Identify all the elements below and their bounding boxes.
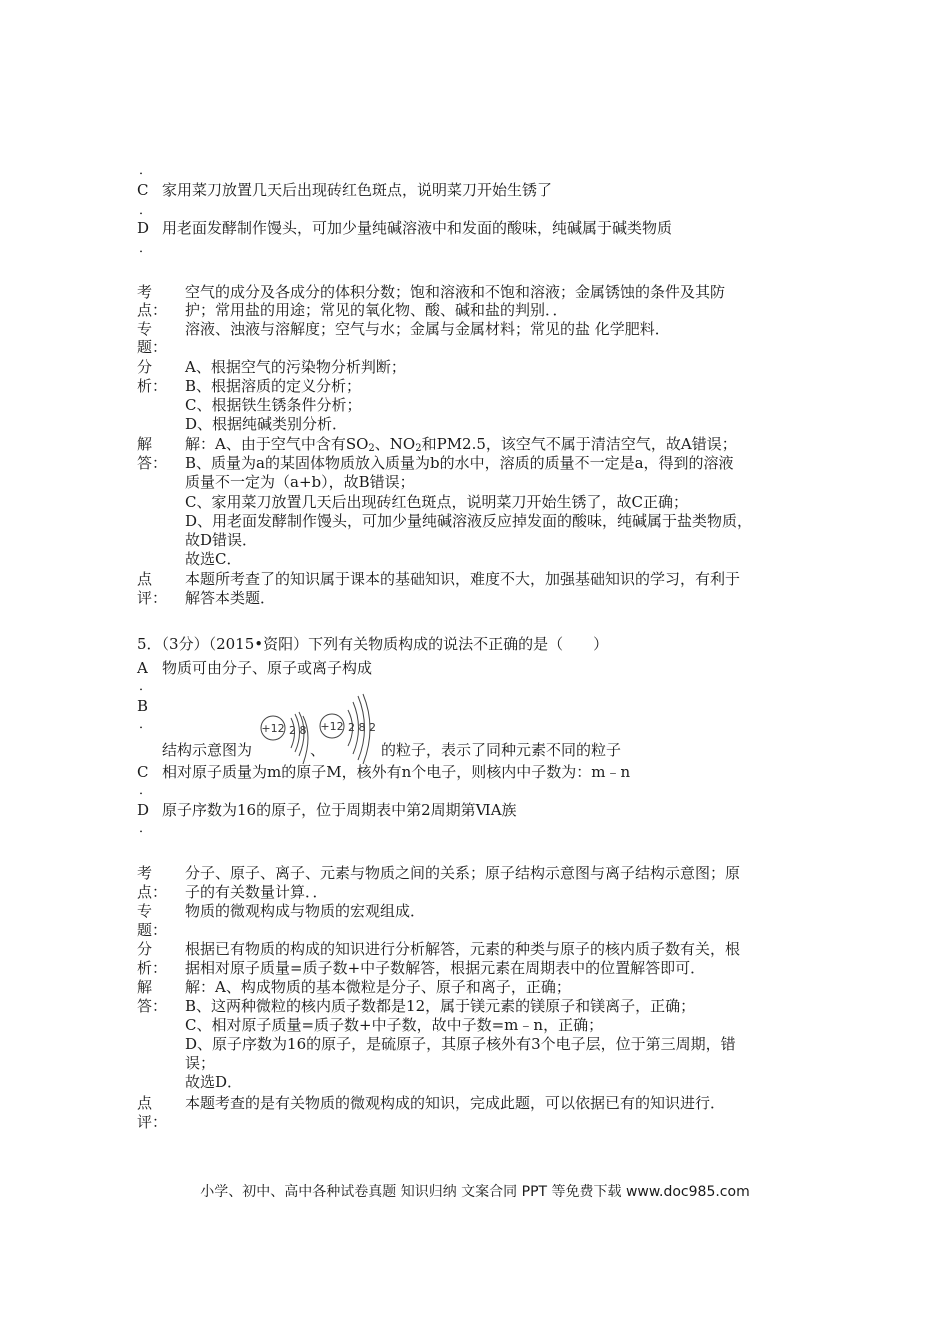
label-jieda-2: 答： [137,997,168,1015]
option-dot: ． [139,783,153,798]
label-kaodian-1: 考 [137,864,153,882]
q5-jieda-line: C、相对原子质量=质子数+中子数，故中子数=m﹣n，正确； [185,1016,604,1034]
q5-zhuanti-line: 物质的微观构成与物质的宏观组成． [185,902,426,920]
q4-jieda-line: 质量不一定为（a+b），故B错误； [185,473,415,491]
q5-jieda-line: 误； [185,1054,216,1072]
q5-jieda-line: 解：A、构成物质的基本微粒是分子、原子和离子，正确； [185,978,571,996]
q4-jieda-line: 故D错误． [185,531,258,549]
q5-option-b-letter: B [137,697,149,715]
atom-structure-diagram-1 [258,706,316,768]
label-jieda-1: 解 [137,978,153,996]
label-kaodian-2: 点： [137,301,168,319]
q5-option-a-letter: A [137,659,148,677]
q5-kaodian-line: 子的有关数量计算．． [185,883,328,901]
label-zhuanti-2: 题： [137,921,168,939]
q5-jieda-line: B、这两种微粒的核内质子数都是12，属于镁元素的镁原子和镁离子，正确； [185,997,696,1015]
label-dianping-2: 评： [137,1113,168,1131]
q5-option-b-sep: 、 [310,741,326,759]
option-dot: ． [139,679,153,694]
atom-structure-diagram-2 [318,690,382,766]
q5-fenxi-line: 据相对原子质量=质子数+中子数解答，根据元素在周期表中的位置解答即可． [185,959,706,977]
option-d-text: 用老面发酵制作馒头，可加少量纯碱溶液中和发面的酸味，纯碱属于碱类物质 [162,219,673,237]
label-dianping-1: 点 [137,1094,153,1112]
label-zhuanti-1: 专 [137,320,153,338]
q4-fenxi-line: D、根据纯碱类别分析． [185,415,348,433]
q5-stem: 5．（3分）（2015•资阳）下列有关物质构成的说法不正确的是（ ） [137,635,609,653]
q5-kaodian-line: 分子、原子、离子、元素与物质之间的关系；原子结构示意图与离子结构示意图；原 [185,864,741,882]
q5-fenxi-line: 根据已有物质的构成的知识进行分析解答，元素的种类与原子的核内质子数有关，根 [185,940,741,958]
q5-option-d-text: 原子序数为16的原子，位于周期表中第2周期第ⅥA族 [162,801,517,819]
label-dianping-2: 评： [137,589,168,607]
option-c-text: 家用菜刀放置几天后出现砖红色斑点，说明菜刀开始生锈了 [162,181,553,199]
q5-option-b-pre: 结构示意图为 [162,741,253,759]
page-footer: 小学、初中、高中各种试卷真题 知识归纳 文案合同 PPT 等免费下载 www.doc985.com [200,1184,750,1200]
option-dot: ． [139,163,153,178]
q5-option-c-text: 相对原子质量为m的原子M，核外有n个电子，则核内中子数为：m﹣n [162,763,631,781]
q5-option-a-text: 物质可由分子、原子或离子构成 [162,659,373,677]
q5-jieda-line: D、原子序数为16的原子，是硫原子，其原子核外有3个电子层，位于第三周期，错 [185,1035,736,1053]
label-jieda-1: 解 [137,435,153,453]
nucleus-charge: +12 [320,720,344,733]
q4-fenxi-line: B、根据溶质的定义分析； [185,377,362,395]
q4-dianping-line: 解答本类题． [185,589,276,607]
q4-kaodian-line: 护；常用盐的用途；常见的氧化物、酸、碱和盐的判别．． [185,301,568,319]
q4-jieda-line: B、质量为a的某固体物质放入质量为b的水中，溶质的质量不一定是a，得到的溶液 [185,454,734,472]
label-zhuanti-2: 题： [137,338,168,356]
label-fenxi-2: 析： [137,959,168,977]
q4-jieda-line: D、用老面发酵制作馒头，可加少量纯碱溶液反应掉发面的酸味，纯碱属于盐类物质， [185,512,753,530]
q5-option-b-post: 的粒子，表示了同种元素不同的粒子 [381,741,622,759]
label-kaodian-2: 点： [137,883,168,901]
label-kaodian-1: 考 [137,283,153,301]
q4-zhuanti-line: 溶液、浊液与溶解度；空气与水；金属与金属材料；常见的盐 化学肥料． [185,320,670,338]
electron-counts: 2 8 2 [348,721,376,734]
option-d-letter: D [137,219,150,237]
option-dot: ． [139,203,153,218]
q4-dianping-line: 本题所考查了的知识属于课本的基础知识，难度不大，加强基础知识的学习，有利于 [185,570,741,588]
option-dot: ． [139,821,153,836]
nucleus-charge: +12 [261,722,285,735]
option-dot: ． [139,717,153,732]
label-fenxi-1: 分 [137,940,153,958]
q4-kaodian-line: 空气的成分及各成分的体积分数；饱和溶液和不饱和溶液；金属锈蚀的条件及其防 [185,283,726,301]
q4-jieda-line-1: 解：A、由于空气中含有$SO_2$、$NO_2$和PM2.5，该空气不属于清洁空气，故A错误； [185,435,737,454]
electron-counts: 2 8 [289,724,307,737]
q4-jieda-line: C、家用菜刀放置几天后出现砖红色斑点，说明菜刀开始生锈了，故C正确； [185,493,688,511]
label-zhuanti-1: 专 [137,902,153,920]
label-fenxi-2: 析： [137,377,168,395]
q5-option-d-letter: D [137,801,150,819]
label-dianping-1: 点 [137,570,153,588]
q5-jieda-line: 故选D． [185,1073,243,1091]
label-jieda-2: 答： [137,454,168,472]
q5-dianping-line: 本题考查的是有关物质的微观构成的知识，完成此题，可以依据已有的知识进行． [185,1094,726,1112]
q4-fenxi-line: A、根据空气的污染物分析判断； [185,358,406,376]
q4-jieda-line: 故选C． [185,550,242,568]
q4-fenxi-line: C、根据铁生锈条件分析； [185,396,362,414]
option-c-letter: C [137,181,149,199]
q5-option-c-letter: C [137,763,149,781]
option-dot: ． [139,241,153,256]
label-fenxi-1: 分 [137,358,153,376]
